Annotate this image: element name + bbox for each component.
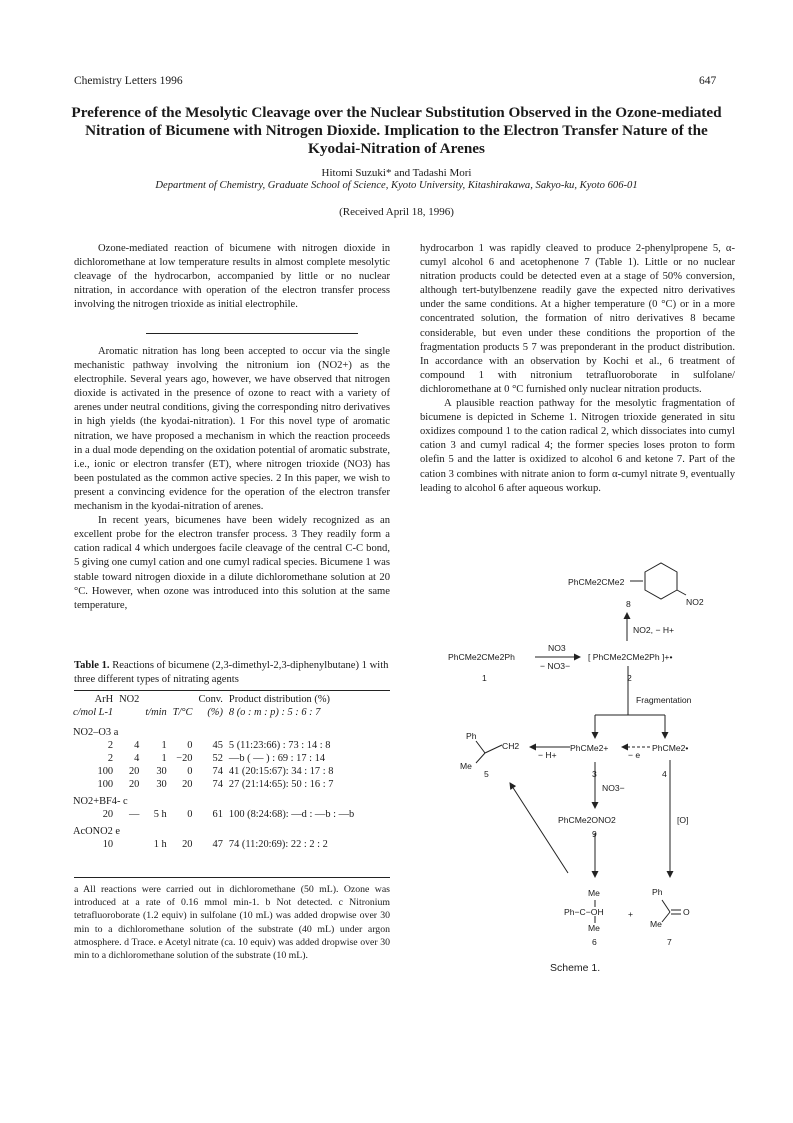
table-cell: 1	[161, 753, 167, 764]
plus-sign: +	[628, 909, 634, 919]
table-row	[70, 765, 357, 778]
table-cell: 41 (20:15:67): 34 : 17 : 8	[228, 766, 334, 777]
table-cell: 8 (o : m : p) : 5 : 6 : 7	[228, 707, 321, 718]
body-paragraph: A plausible reaction pathway for the mesolytic fragmentation of bicumene is depicted in Scheme 1. Nitrogen trioxide generated in situ oxidizes compound 1 to the cation radical 2, which dissociates into cumyl cation 3 and cumyl radical 4; the former species loses proton to form olefin 5 and the latter is oxidized to alcohol 6 and ketone 7. Part of the cation 3 combines with nitrate anion to form α-cumyl nitrate 9, eventually leading to alcohol 6 after aqueous workup.	[420, 398, 735, 494]
table-cell: t/min	[145, 707, 167, 718]
compound-7-ph: Ph	[652, 887, 663, 897]
body-paragraph: Aromatic nitration has long been accepted to occur via the single mechanistic pathway involving the nitronium ion (NO2+) as the electrophile. Several years ago, however, we have observed that nitrogen dioxide is activated in the presence of ozone to react with a variety of arenes under neutral conditions, giving the corresponding nitro derivatives in high yields (the kyodai-nitration). 1 For this novel type of aromatic nitration, we have proposed a mechanism in which the reaction proceeds in a dual mode depending on the oxidation potential of aromatic substrate, i.e., ionic or electron transfer (ET), where nitrogen trioxide (NO3) has been postulated as the common active species. 2 In this paper, we wish to present a convincing evidence for the operation of the electron transfer mechanism in the kyodai-nitration of arenes.	[74, 346, 390, 513]
compound-2-number: 2	[627, 673, 632, 683]
table-cell: 1	[161, 740, 167, 751]
compound-9-label: PhCMe2ONO2	[558, 815, 616, 825]
table-grid	[70, 693, 357, 851]
compound-7-o: O	[683, 907, 690, 917]
table-cell: c/mol L-1	[73, 707, 114, 718]
abstract-divider	[146, 333, 358, 334]
compound-6-number: 6	[592, 937, 597, 947]
table-cell	[116, 706, 142, 722]
abstract-text: Ozone-mediated reaction of bicumene with nitrogen dioxide in dichloromethane at low temperature results in almost complete mesolytic cleavage of the hydrocarbon, accompanied by little or no nuclear nitration, in accordance with operation of the electron transfer process involving the nitrogen trioxide as initial electrophile.	[74, 243, 390, 311]
table-cell: (%)	[207, 707, 223, 718]
table-cell: T/°C	[172, 707, 193, 718]
nitrate-label: NO3−	[602, 783, 625, 793]
scheme-1	[440, 555, 740, 975]
table-cell	[142, 693, 169, 706]
table-bottom-rule	[74, 877, 390, 878]
received-date: (Received April 18, 1996)	[339, 206, 454, 218]
table-group-label: AcONO2 e	[73, 826, 121, 837]
fragmentation-label: Fragmentation	[636, 695, 692, 705]
table-group-label: NO2+BF4- c	[73, 796, 128, 807]
table-cell: 20	[182, 779, 193, 790]
nitro-group-label: NO2	[686, 597, 704, 607]
table-cell: 1 h	[153, 839, 167, 850]
arrow-byproduct-label: − NO3−	[540, 661, 571, 671]
compound-6-me-bot: Me	[588, 923, 600, 933]
table-row	[70, 808, 357, 821]
table-cell: 2	[107, 753, 114, 764]
journal-name: Chemistry Letters 1996	[74, 75, 183, 87]
table-footnote: a All reactions were carried out in dichloromethane (50 mL). Ozone was introduced at a rate of 0.16 mmol min-1. b Not detected. c Nitronium tetrafluoroborate (1.2 equiv) in sulfolane (10 mL) was added dropwise over 30 min to a dichloromethane solution of the substrate (40 mL) under argon atmosphere. d Trace. e Acetyl nitrate (ca. 10 equiv) was added dropwise over 30 min to a dichloromethane solution of the substrate (10 mL).	[74, 884, 390, 962]
table-cell: 0	[187, 766, 193, 777]
compound-6-me-top: Me	[588, 888, 600, 898]
table-cell: 74	[212, 779, 223, 790]
compound-5-number: 5	[484, 769, 489, 779]
table-cell: 100	[97, 779, 114, 790]
oxidation-label: [O]	[677, 815, 689, 825]
table-cell: Product distribution (%)	[228, 694, 330, 705]
body-paragraph: In recent years, bicumenes have been widely recognized as an excellent probe for the electron transfer process. 3 They readily form a cation radical 4 which undergoes facile cleavage of the central C-C bond, 5 giving one cumyl cation and one cumyl radical species. Bicumene 1 was stable toward nitrogen dioxide in a dilute dichloromethane solution at 20 °C. However, when ozone was introduced into this solution at the same temperature,	[74, 515, 390, 611]
table-cell: 20	[128, 766, 140, 777]
table-cell: 0	[187, 809, 193, 820]
deprotonation-label: − H+	[538, 750, 557, 760]
table-row	[70, 838, 357, 851]
compound-4-label: PhCMe2•	[652, 743, 689, 753]
table-caption-text: Reactions of bicumene (2,3-dimethyl-2,3-diphenylbutane) 1 with three different types of nitrating agents	[74, 660, 389, 685]
benzene-ring-icon	[645, 563, 677, 599]
table-cell: 2	[107, 740, 114, 751]
table-cell: 27 (21:14:65): 50 : 16 : 7	[228, 779, 334, 790]
compound-3-number: 3	[592, 769, 597, 779]
table-cell: 5 (11:23:66) : 73 : 14 : 8	[228, 740, 331, 751]
authors: Hitomi Suzuki* and Tadashi Mori	[321, 167, 472, 179]
table-row	[70, 752, 357, 765]
table-cell: 20	[128, 779, 140, 790]
table-group-row	[70, 791, 357, 808]
table-cell: 100 (8:24:68): —d : —b : —b	[228, 809, 355, 820]
table-cell: 4	[134, 753, 140, 764]
table-cell	[116, 838, 142, 851]
electron-loss-label: − e	[628, 750, 641, 760]
table-cell: 10	[102, 839, 114, 850]
scheme-caption: Scheme 1.	[550, 962, 601, 974]
compound-8-label: PhCMe2CMe2	[568, 577, 625, 587]
table-caption	[74, 659, 390, 686]
compound-9-number: 9	[592, 829, 597, 839]
table-cell: 30	[156, 766, 167, 777]
compound-5-ph: Ph	[466, 731, 477, 741]
table-cell: NO2	[119, 694, 140, 705]
compound-3-label: PhCMe2+	[570, 743, 609, 753]
table-cell: 47	[212, 839, 223, 850]
compound-4-number: 4	[662, 769, 667, 779]
table-label: Table 1.	[74, 660, 110, 671]
table-header-row	[70, 706, 357, 722]
table-cell: —b ( — ) : 69 : 17 : 14	[228, 753, 326, 764]
compound-2-label: [ PhCMe2CMe2Ph ]+•	[588, 652, 673, 662]
table-cell: 30	[156, 779, 167, 790]
compound-5-ch2: CH2	[502, 741, 520, 751]
table-group-row	[70, 821, 357, 838]
right-body	[420, 242, 735, 496]
table-row	[70, 739, 357, 752]
compound-8-number: 8	[626, 599, 631, 609]
table-cell: 100	[97, 766, 114, 777]
table-cell: −20	[176, 753, 193, 764]
table-cell: 45	[212, 740, 223, 751]
compound-5-me: Me	[460, 761, 472, 771]
compound-6-core: Ph−C−OH	[564, 907, 604, 917]
arrow-reagent-label: NO3	[548, 643, 566, 653]
table-cell: 5 h	[153, 809, 167, 820]
nitration-label: NO2, − H+	[633, 625, 675, 635]
table-1	[70, 693, 392, 851]
table-cell: 20	[102, 809, 114, 820]
page-number: 647	[699, 75, 717, 87]
table-cell: ArH	[94, 694, 114, 705]
table-cell: 4	[134, 740, 140, 751]
table-cell	[170, 693, 196, 706]
compound-1-number: 1	[482, 673, 487, 683]
paper-title: Preference of the Mesolytic Cleavage over the Nuclear Substitution Observed in the Ozone-mediated Nitration of Bicumene with Nitrogen Dioxide. Implication to the Electron Transfer Nature of the Kyodai-Nitration of Arenes	[71, 104, 722, 157]
abstract	[74, 242, 390, 312]
compound-1-label: PhCMe2CMe2Ph	[448, 652, 515, 662]
table-cell: 61	[212, 809, 223, 820]
table-cell: 20	[182, 839, 193, 850]
table-header-row	[70, 693, 357, 706]
compound-7-me: Me	[650, 919, 662, 929]
table-row	[70, 778, 357, 791]
left-body	[74, 345, 390, 613]
table-cell: 52	[212, 753, 223, 764]
table-cell: 74 (11:20:69): 22 : 2 : 2	[228, 839, 328, 850]
table-cell: 74	[212, 766, 223, 777]
affiliation: Department of Chemistry, Graduate School of Science, Kyoto University, Kitashirakawa, Sakyo-ku, Kyoto 606-01	[155, 180, 638, 191]
table-group-label: NO2–O3 a	[73, 727, 119, 738]
table-top-rule	[74, 690, 390, 691]
table-group-row	[70, 722, 357, 739]
table-cell: —	[128, 809, 140, 820]
table-cell: Conv.	[198, 694, 223, 705]
body-paragraph: hydrocarbon 1 was rapidly cleaved to produce 2-phenylpropene 5, α-cumyl alcohol 6 and acetophenone 7 (Table 1). Little or no nuclear nitration products could be detected even at a stage of 50% conversion, although tert-butylbenzene readily gave the expected nitro derivatives under the same conditions. At a higher temperature (0 °C) or in a more concentrated solution, the formation of nitro derivatives 8 became considerable, but even under these conditions the proportion of the fragmentation products 5 7 was preponderant in the product distribution. In accordance with an observation by Kochi et al., 6 treatment of compound 1 with nitronium tetrafluoroborate in sulfolane/ dichloromethane at 0 °C furnished only nuclear nitration products.	[420, 243, 735, 395]
table-cell: 0	[187, 740, 193, 751]
compound-7-number: 7	[667, 937, 672, 947]
